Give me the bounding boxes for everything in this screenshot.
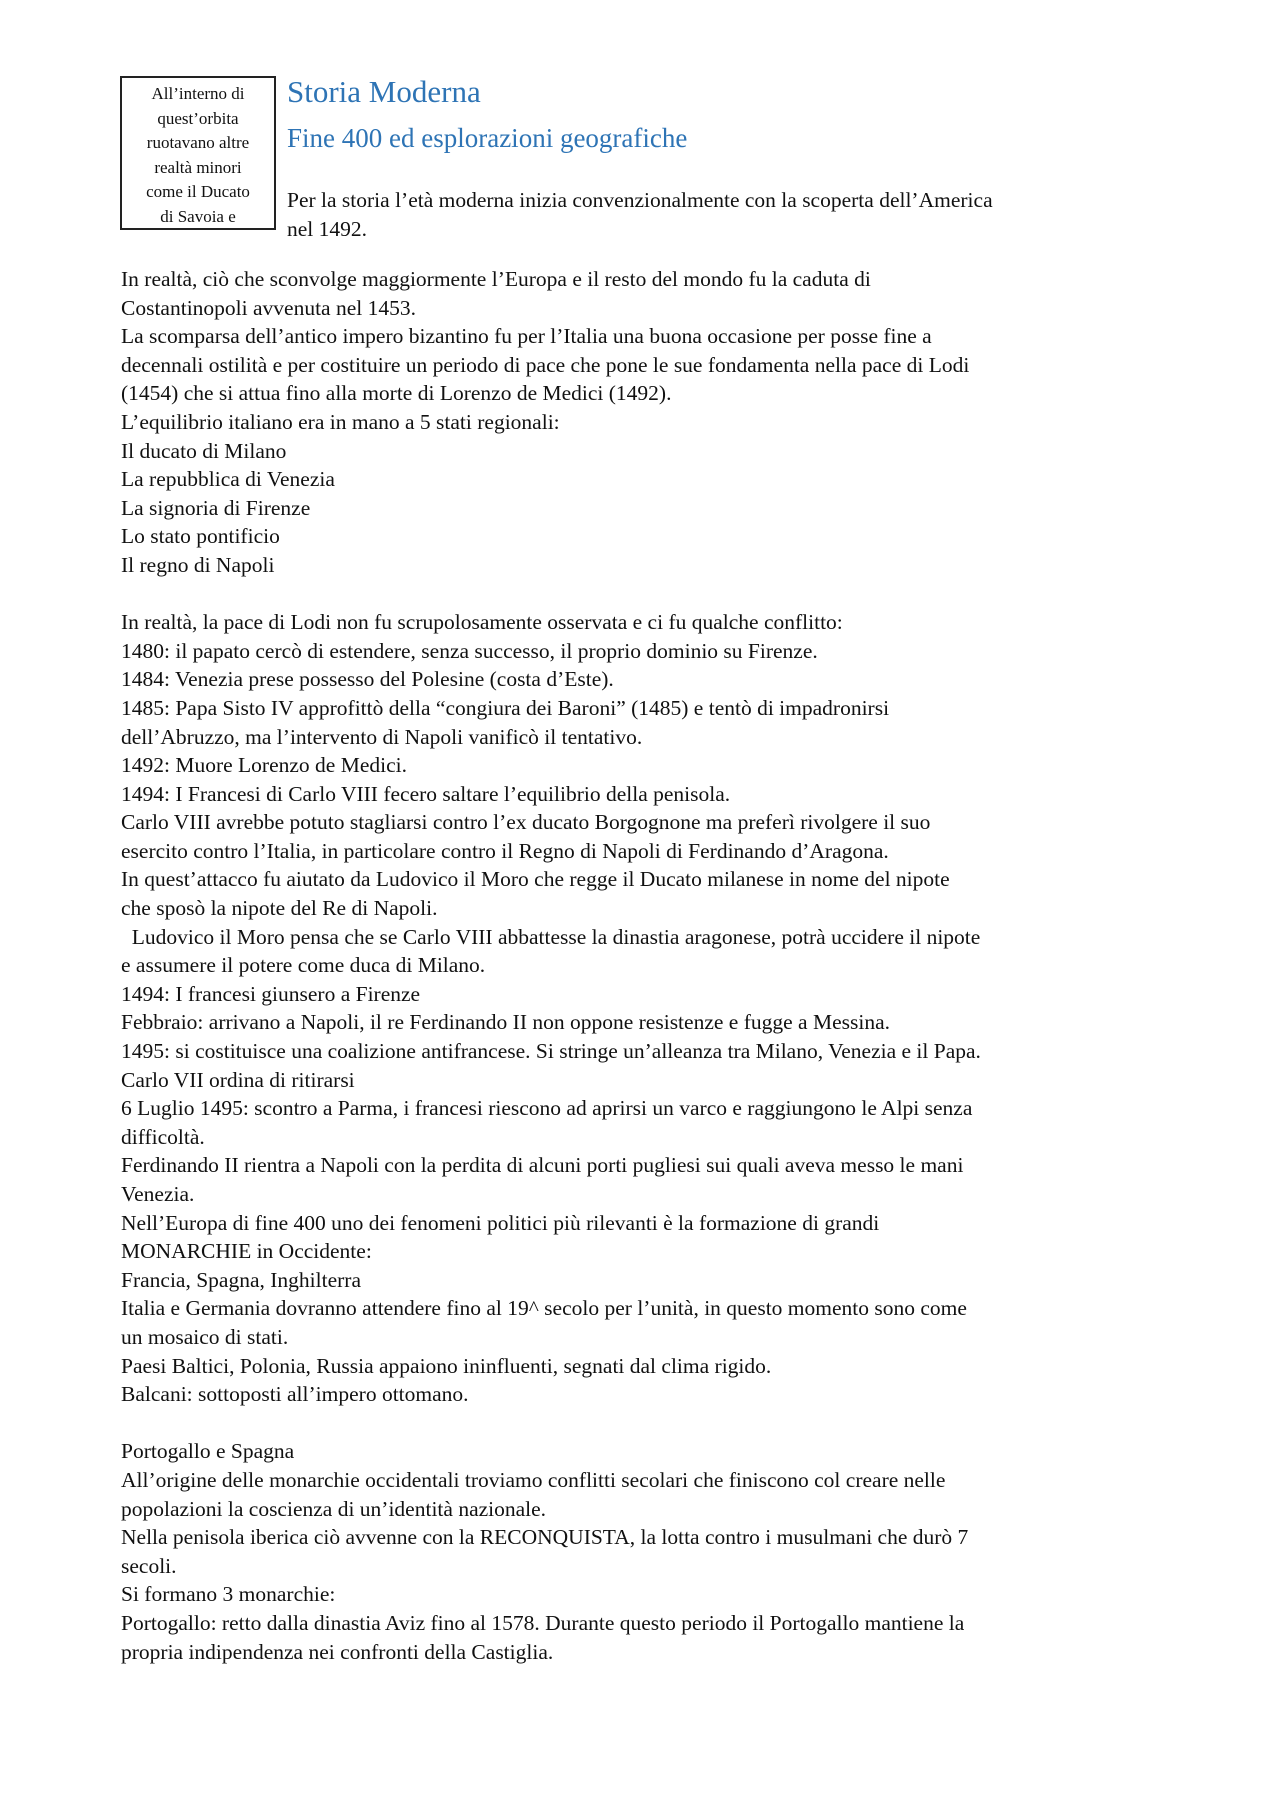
body-line: Nella penisola iberica ciò avvenne con la RECONQUISTA, la lotta contro i musulmani che durò 7 xyxy=(121,1525,969,1550)
body-line: All’origine delle monarchie occidentali troviamo conflitti secolari che finiscono col creare nelle xyxy=(121,1467,946,1492)
body-line: Ferdinando II rientra a Napoli con la perdita di alcuni porti pugliesi sui quali aveva messo le mani xyxy=(121,1153,964,1178)
body-line: Il ducato di Milano xyxy=(121,438,287,463)
body-line: Costantinopoli avvenuta nel 1453. xyxy=(121,295,416,320)
body-line: Ludovico il Moro pensa che se Carlo VIII abbattesse la dinastia aragonese, potrà uccidere il nipote xyxy=(121,924,981,949)
body-line: 1480: il papato cercò di estendere, senza successo, il proprio dominio su Firenze. xyxy=(121,638,818,663)
sidebar-note-box xyxy=(120,76,276,230)
blank-line xyxy=(121,1409,1181,1438)
body-line: (1454) che si attua fino alla morte di Lorenzo de Medici (1492). xyxy=(121,381,672,406)
body-line: In realtà, ciò che sconvolge maggiormente l’Europa e il resto del mondo fu la caduta di xyxy=(121,267,871,291)
body-line: 1494: I francesi giunsero a Firenze xyxy=(121,981,421,1006)
body-line: e assumere il potere come duca di Milano. xyxy=(121,953,486,978)
body-line: In quest’attacco fu aiutato da Ludovico il Moro che regge il Ducato milanese in nome del nipote xyxy=(121,867,950,892)
body-line: Lo stato pontificio xyxy=(121,524,280,549)
body-line: MONARCHIE in Occidente: xyxy=(121,1239,372,1264)
body-line: propria indipendenza nei confronti della Castiglia. xyxy=(121,1639,554,1664)
intro-line: nel 1492. xyxy=(287,217,368,241)
body-line: La scomparsa dell’antico impero bizantino fu per l’Italia una buona occasione per posse fine a xyxy=(121,324,932,349)
body-line: difficoltà. xyxy=(121,1124,205,1149)
body-line: decennali ostilità e per costituire un periodo di pace che pone le sue fondamenta nella pace di Lodi xyxy=(121,352,970,377)
sidebar-note-line: come il Ducato xyxy=(146,182,250,201)
body-line: dell’Abruzzo, ma l’intervento di Napoli vanificò il tentativo. xyxy=(121,724,643,749)
body-line: 1485: Papa Sisto IV approfittò della “congiura dei Baroni” (1485) e tentò di impadronirsi xyxy=(121,695,890,720)
body-line: 1492: Muore Lorenzo de Medici. xyxy=(121,753,407,778)
body-line: che sposò la nipote del Re di Napoli. xyxy=(121,896,438,921)
body-line: Venezia. xyxy=(121,1182,195,1206)
page-subtitle: Fine 400 ed esplorazioni geografiche xyxy=(287,123,688,153)
body-line: Febbraio: arrivano a Napoli, il re Ferdinando II non oppone resistenze e fugge a Messina. xyxy=(121,1010,890,1035)
sidebar-note-line: realtà minori xyxy=(154,157,242,177)
body-line: La signoria di Firenze xyxy=(121,495,311,520)
body-line: Francia, Spagna, Inghilterra xyxy=(121,1267,361,1292)
body-line: 1484: Venezia prese possesso del Polesine (costa d’Este). xyxy=(121,667,614,692)
body-line: Carlo VII ordina di ritirarsi xyxy=(121,1067,355,1092)
body-line: secoli. xyxy=(121,1553,177,1578)
intro-paragraph xyxy=(287,186,1167,244)
body-line: Portogallo: retto dalla dinastia Aviz fino al 1578. Durante questo periodo il Portogallo mantiene la xyxy=(121,1610,965,1635)
body-line: Il regno di Napoli xyxy=(121,552,275,577)
body-text xyxy=(121,265,1181,1666)
body-line: La repubblica di Venezia xyxy=(121,467,335,492)
body-line: 1495: si costituisce una coalizione antifrancese. Si stringe un’alleanza tra Milano, Venezia e il Papa. xyxy=(121,1039,981,1064)
body-line: Italia e Germania dovranno attendere fino al 19^ secolo per l’unità, in questo momento sono come xyxy=(121,1296,967,1321)
body-line: Carlo VIII avrebbe potuto stagliarsi contro l’ex ducato Borgognone ma preferì rivolgere il suo xyxy=(121,810,931,835)
intro-line: Per la storia l’età moderna inizia convenzionalmente con la scoperta dell’America xyxy=(287,188,993,212)
body-line: Portogallo e Spagna xyxy=(121,1439,295,1464)
sidebar-note-line: quest’orbita xyxy=(157,108,239,128)
body-line: un mosaico di stati. xyxy=(121,1324,289,1349)
sidebar-note-line: di Savoia e xyxy=(160,206,236,226)
sidebar-note-line: All’interno di xyxy=(151,84,245,103)
body-line: esercito contro l’Italia, in particolare contro il Regno di Napoli di Ferdinando d’Aragona. xyxy=(121,838,889,863)
body-line: 1494: I Francesi di Carlo VIII fecero saltare l’equilibrio della penisola. xyxy=(121,781,731,806)
body-line: Si formano 3 monarchie: xyxy=(121,1582,336,1607)
body-line: L’equilibrio italiano era in mano a 5 stati regionali: xyxy=(121,409,560,434)
body-line: In realtà, la pace di Lodi non fu scrupolosamente osservata e ci fu qualche conflitto: xyxy=(121,610,843,635)
page-title: Storia Moderna xyxy=(287,74,481,109)
blank-line xyxy=(121,580,1181,609)
body-line: 6 Luglio 1495: scontro a Parma, i francesi riescono ad aprirsi un varco e raggiungono le Alpi senza xyxy=(121,1096,973,1121)
body-line: popolazioni la coscienza di un’identità nazionale. xyxy=(121,1496,547,1521)
body-line: Balcani: sottoposti all’impero ottomano. xyxy=(121,1382,469,1407)
body-line: Nell’Europa di fine 400 uno dei fenomeni politici più rilevanti è la formazione di grandi xyxy=(121,1210,880,1235)
body-line: Paesi Baltici, Polonia, Russia appaiono ininfluenti, segnati dal clima rigido. xyxy=(121,1353,772,1378)
sidebar-note-line: ruotavano altre xyxy=(146,133,250,152)
